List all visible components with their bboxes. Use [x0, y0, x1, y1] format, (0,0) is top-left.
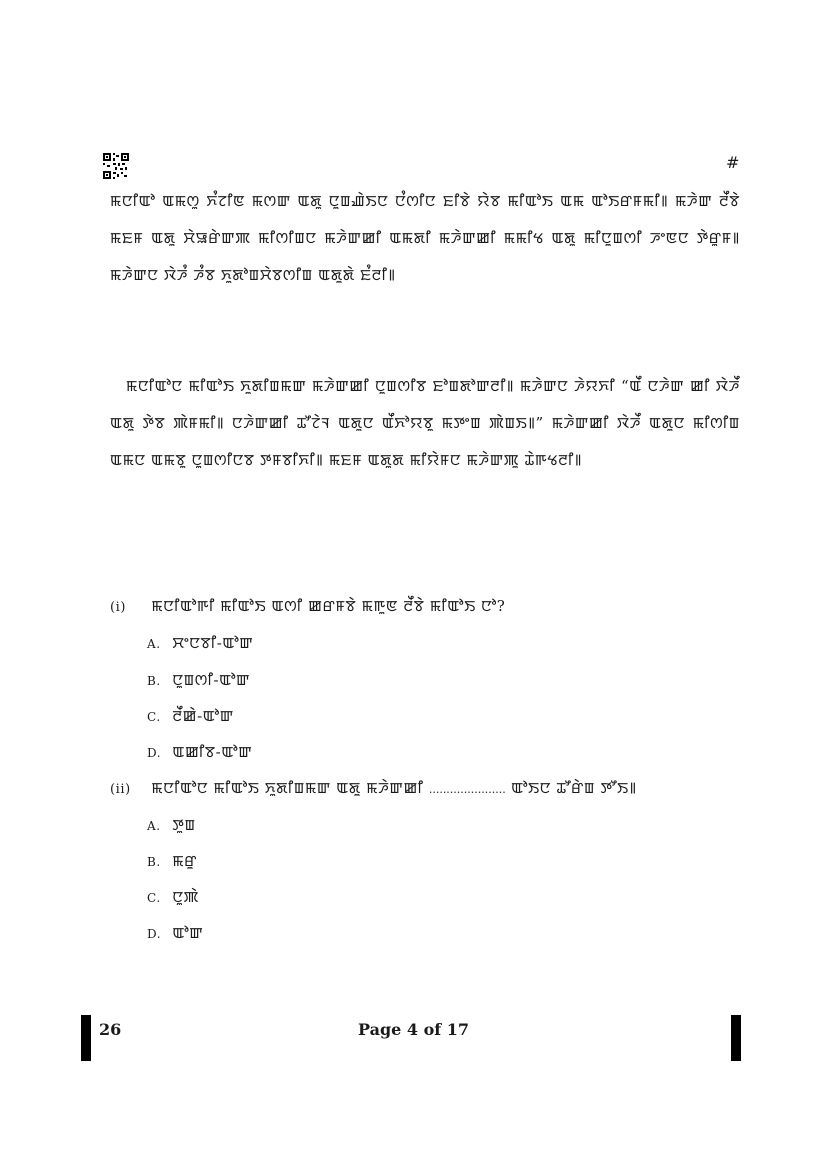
question-1-option-a — [147, 632, 253, 653]
option-letter: D. — [147, 746, 162, 760]
option-text: ꯅꯨꯡꯁꯤ-ꯑꯣꯛ — [172, 671, 251, 689]
option-letter: D. — [147, 927, 162, 941]
question-1-number: (i) — [110, 600, 127, 615]
option-text: ꯑꯣꯛ — [172, 924, 204, 942]
question-2 — [110, 777, 637, 798]
passage-paragraph-1 — [110, 183, 740, 294]
qr-code-icon — [103, 153, 129, 179]
option-letter: B. — [147, 855, 161, 869]
page-of-total: Page 4 of 17 — [358, 1020, 469, 1039]
question-2-option-a — [147, 814, 196, 835]
hash-mark: # — [726, 153, 740, 172]
question-1-text: ꯃꯅꯤꯑꯣꯒꯤ ꯃꯤꯑꯣꯏ ꯑꯁꯤ ꯀꯔꯝꯕꯥ ꯃꯒꯨꯟ ꯂꯩꯕꯥ ꯃꯤꯑꯣꯏ ꯅꯣ? — [151, 597, 506, 615]
option-text: ꯑꯀꯤꯕ-ꯑꯣꯛ — [172, 743, 253, 761]
option-text: ꯃꯔꯨ — [172, 852, 198, 870]
question-2-suffix: ꯑꯣꯏꯅ ꯊꯧꯔꯥꯡ ꯇꯧꯏ꯫ — [511, 779, 637, 797]
option-text: ꯇꯨꯡ — [172, 816, 196, 834]
blank-dots: ...................... — [428, 783, 506, 796]
question-1-option-d — [147, 741, 252, 762]
passage-paragraph-2-text: ꯃꯅꯤꯑꯣꯅ ꯃꯤꯑꯣꯏ ꯈꯨꯗꯤꯡꯃꯛ ꯃꯍꯥꯛꯀꯤ ꯅꯨꯡꯁꯤꯕ ꯐꯣꯡꯗꯣꯛꯂꯤ꯫ ꯃꯍꯥꯛꯅ ꯍꯥꯌꯈꯤ “ꯑꯩ ꯅꯍꯥꯛ ꯀꯤ ꯋꯥꯍꯩ ꯑꯗꯨ ꯇꯥꯕ ꯄꯥꯝꯃꯤ꯫ ꯅꯍꯥꯛꯀꯤ ꯊꯧꯖꯥꯜ ꯑꯗꯨꯅ ꯑꯩꯈꯣꯌꯕꯨ ꯃꯇꯦꯡ ꯄꯥꯡꯏ꯫” ꯃꯍꯥꯛꯀꯤ ꯋꯥꯍꯩ ꯑꯗꯨꯅ ꯃꯤꯁꯤꯡ ꯑꯃꯅ ꯑꯃꯕꯨ ꯅꯨꯡꯁꯤꯅꯕ ꯇꯝꯕꯤꯈꯤ꯫ ꯃꯐꯝ ꯑꯗꯨꯗ ꯃꯤꯌꯥꯝꯅ ꯃꯍꯥꯛꯄꯨ ꯊꯥꯒꯠꯂꯤ꯫ — [110, 377, 740, 469]
option-letter: B. — [147, 674, 161, 688]
question-1 — [110, 595, 505, 616]
question-2-option-b — [147, 850, 197, 871]
option-text: ꯆꯦꯅꯕꯤ-ꯑꯣꯛ — [172, 634, 254, 652]
page-number: 26 — [99, 1020, 122, 1039]
question-2-text: ꯃꯅꯤꯑꯣꯅ ꯃꯤꯑꯣꯏ ꯈꯨꯗꯤꯡꯃꯛ ꯑꯗꯨ ꯃꯍꯥꯛꯀꯤ — [151, 779, 424, 797]
passage-paragraph-1-text: ꯃꯅꯤꯑꯣ ꯑꯃꯁꯨ ꯈꯪꯖꯤꯟ ꯃꯁꯛ ꯑꯗꯨ ꯅꯨꯡꯉꯥꯏꯅ ꯅꯪꯁꯤꯅ ꯐꯤꯕꯥ ꯌꯥꯕ ꯃꯤꯑꯣꯏ ꯑꯃ ꯑꯣꯏꯔꯝꯃꯤ꯫ ꯃꯍꯥꯛ ꯂꯩꯕꯥ ꯃꯐꯝ ꯑꯗꯨ ꯆꯥꯎꯔꯥꯛꯄ ꯃꯤꯁꯤꯡꯅ ꯃꯍꯥꯛꯀꯤ ꯑꯃꯗꯤ ꯃꯍꯥꯛꯀꯤ ꯃꯃꯤꯠ ꯑꯗꯨ ꯃꯤꯅꯨꯡꯁꯤ ꯍꯦꯟꯅ ꯇꯥꯔꯨꯝ꯫ ꯃꯍꯥꯛꯅ ꯋꯥꯍꯪ ꯍꯪꯕ ꯈꯨꯗꯣꯡꯆꯥꯕꯁꯤꯡ ꯑꯗꯨꯗꯥ ꯐꯪꯂꯤ꯫ — [110, 192, 740, 284]
passage-paragraph-2 — [110, 368, 740, 479]
question-2-option-c — [147, 886, 199, 907]
question-1-option-c — [147, 705, 234, 726]
option-letter: A. — [147, 637, 161, 651]
question-1-option-b — [147, 669, 250, 690]
option-letter: C. — [147, 710, 161, 724]
question-2-number: (ii) — [110, 782, 131, 797]
option-letter: C. — [147, 891, 161, 905]
question-2-option-d — [147, 922, 203, 943]
option-text: ꯅꯨꯄꯥ — [172, 888, 199, 906]
footer-bar-right — [731, 1015, 741, 1061]
option-text: ꯂꯩꯀꯥ-ꯑꯣꯛ — [172, 707, 234, 725]
option-letter: A. — [147, 819, 161, 833]
